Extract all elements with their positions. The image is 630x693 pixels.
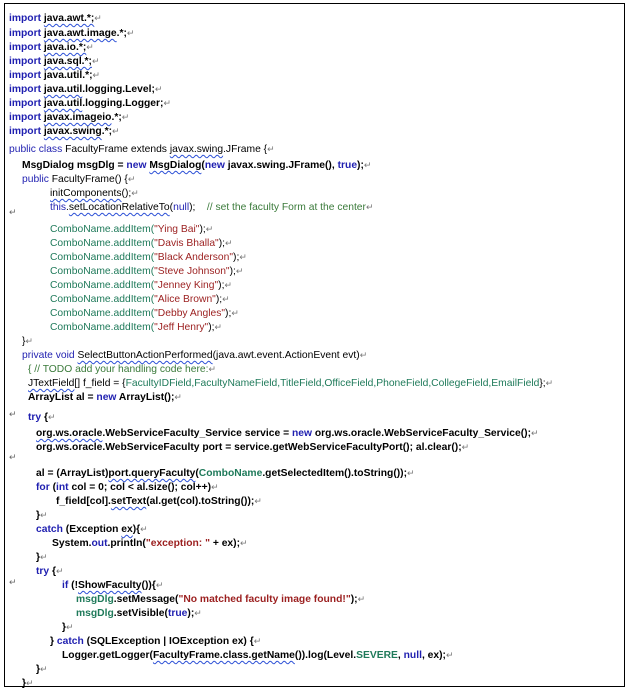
- paragraph-mark: ↵: [214, 322, 223, 332]
- code-token: );: [218, 238, 225, 249]
- paragraph-mark: ↵: [357, 594, 366, 604]
- code-token: msgDlg: [76, 594, 114, 605]
- code-token: java.awt.image: [43, 28, 117, 39]
- code-line: [9, 110, 129, 125]
- paragraph-mark: ↵: [222, 294, 230, 304]
- code-line: [50, 634, 261, 649]
- code-token: msgDlg: [76, 608, 114, 619]
- code-line: [36, 426, 539, 441]
- code-token: import: [9, 56, 44, 67]
- code-token: (: [169, 202, 174, 213]
- code-line: [9, 96, 171, 111]
- code-token: java.util: [43, 98, 83, 109]
- paragraph-mark: ↵: [363, 160, 372, 170]
- code-token: true: [337, 160, 358, 171]
- code-token: + ex);: [209, 538, 241, 549]
- code-token: "Steve Johnson": [154, 266, 230, 277]
- paragraph-mark: ↵: [9, 207, 17, 217]
- paragraph-mark: ↵: [545, 378, 554, 388]
- code-token: catch: [56, 636, 87, 647]
- code-token: "Davis Bhalla": [154, 238, 219, 249]
- code-token: MsgDialog: [149, 160, 202, 171]
- paragraph-mark: ↵: [154, 84, 163, 94]
- paragraph-mark: ↵: [208, 364, 217, 374]
- paragraph-mark: ↵: [225, 238, 233, 248]
- code-line: [50, 250, 247, 265]
- code-token: {: [44, 412, 49, 423]
- code-token: ShowFaculty: [78, 580, 142, 591]
- code-line: [36, 466, 415, 481]
- code-token: java.util: [43, 84, 83, 95]
- code-token: import: [9, 13, 44, 24]
- code-line: [50, 278, 232, 293]
- paragraph-mark: ↵: [91, 56, 100, 66]
- code-line: [62, 648, 454, 663]
- paragraph-mark: ↵: [131, 188, 139, 198]
- code-token: System.: [52, 538, 92, 549]
- paragraph-mark: ↵: [94, 13, 102, 23]
- paragraph-mark: ↵: [231, 308, 239, 318]
- code-line: [22, 334, 33, 349]
- code-token: try: [36, 566, 53, 577]
- code-token: null: [403, 650, 422, 661]
- code-token: ){: [132, 524, 141, 535]
- code-token: (al.get(col).toString());: [146, 496, 255, 507]
- code-token: new: [96, 392, 119, 403]
- code-token: java.sql.*;: [43, 56, 92, 67]
- code-token: (Exception: [65, 524, 122, 535]
- code-token: "No matched faculty image found!": [178, 594, 351, 605]
- code-token: }: [36, 552, 41, 563]
- paragraph-mark: ↵: [211, 482, 219, 492]
- code-token: (java.awt.event.ActionEvent evt): [212, 350, 360, 361]
- paragraph-mark: ↵: [40, 664, 48, 674]
- paragraph-mark: ↵: [48, 412, 56, 422]
- code-token: ComboName.addItem(: [50, 252, 155, 263]
- code-token: new: [126, 160, 150, 171]
- code-line: [22, 676, 34, 691]
- code-line: [50, 292, 230, 307]
- code-token: );: [215, 294, 223, 305]
- paragraph-mark: ↵: [40, 510, 48, 520]
- code-token: new: [204, 160, 228, 171]
- code-token: org.ws.oracle.WebServiceFaculty port = service.getWebServiceFacultyPort(); al.clear();: [36, 442, 462, 453]
- code-token: "Alice Brown": [154, 294, 216, 305]
- code-token: initComponents: [50, 188, 122, 199]
- code-token: }: [22, 336, 26, 347]
- code-token: .getSelectedItem().toString());: [262, 468, 408, 479]
- code-token: (: [52, 482, 57, 493]
- code-token: .: [66, 202, 69, 213]
- code-token: port.queryFaculty: [108, 468, 196, 479]
- code-token: .WebServiceFaculty_Service service =: [102, 428, 292, 439]
- code-line: [9, 40, 94, 55]
- paragraph-mark: ↵: [235, 266, 244, 276]
- code-token: javax.swing: [169, 144, 224, 155]
- code-token: ,: [397, 650, 404, 661]
- code-token: );: [225, 308, 232, 319]
- code-token: "Ying Bai": [154, 224, 200, 235]
- paragraph-mark: ↵: [9, 409, 17, 419]
- code-token: ComboName.addItem(: [50, 308, 155, 319]
- code-token: (: [195, 468, 199, 479]
- paragraph-mark: ↵: [407, 468, 415, 478]
- code-token: .println(: [107, 538, 146, 549]
- code-line: [28, 362, 216, 377]
- paragraph-mark: ↵: [194, 608, 202, 618]
- code-line: [9, 142, 275, 157]
- code-line: [9, 26, 134, 41]
- code-line: [56, 494, 262, 509]
- code-token: );: [233, 252, 240, 263]
- code-line: [28, 390, 182, 405]
- code-token: al = (ArrayList): [36, 468, 109, 479]
- code-token: ();: [121, 188, 132, 199]
- code-token: );: [357, 160, 364, 171]
- code-token: );: [187, 608, 195, 619]
- code-token: catch: [36, 524, 66, 535]
- paragraph-mark: ↵: [174, 392, 182, 402]
- code-token: ComboName.addItem(: [50, 224, 155, 235]
- code-line: [22, 348, 367, 363]
- paragraph-mark: ↵: [92, 70, 101, 80]
- code-line: [28, 376, 553, 391]
- code-token: ComboName.addItem(: [50, 238, 155, 249]
- code-line: [50, 236, 233, 251]
- code-line: [36, 508, 48, 523]
- code-token: import: [9, 126, 44, 137]
- code-token: setLocationRelativeTo: [68, 202, 170, 213]
- code-token: .setMessage(: [113, 594, 179, 605]
- code-token: ()).log(Level.: [294, 650, 357, 661]
- code-token: , ex);: [421, 650, 446, 661]
- code-token: SEVERE: [356, 650, 398, 661]
- code-token: ArrayList al =: [28, 392, 97, 403]
- code-line: [50, 306, 239, 321]
- code-token: import: [9, 98, 44, 109]
- paragraph-mark: ↵: [56, 566, 64, 576]
- code-token: SelectButtonActionPerformed: [77, 350, 213, 361]
- code-token: "exception: ": [145, 538, 210, 549]
- code-token: org.ws.oracle.WebServiceFaculty_Service();: [314, 428, 531, 439]
- code-line: [22, 158, 371, 173]
- code-line: [50, 186, 139, 201]
- code-token: // set the faculty Form at the center: [206, 202, 366, 213]
- code-line: [36, 550, 48, 565]
- code-token: public class: [9, 144, 66, 155]
- code-line: [36, 440, 469, 455]
- paragraph-mark: ↵: [9, 452, 17, 462]
- code-token: if: [62, 580, 72, 591]
- code-line: [76, 606, 202, 621]
- code-token: null: [173, 202, 190, 213]
- paragraph-mark: ↵: [127, 174, 136, 184]
- paragraph-mark: ↵: [461, 442, 470, 452]
- code-line: [36, 564, 64, 579]
- code-line: [22, 172, 135, 187]
- paragraph-mark: ↵: [224, 280, 232, 290]
- paragraph-mark: ↵: [121, 112, 130, 122]
- code-token: ComboName.addItem(: [50, 322, 155, 333]
- code-line: [62, 578, 163, 593]
- code-token: Logger.getLogger(: [62, 650, 153, 661]
- code-line: [50, 200, 374, 215]
- code-token: .JFrame {: [223, 144, 268, 155]
- code-token: int: [56, 482, 72, 493]
- paragraph-mark: ↵: [66, 622, 74, 632]
- code-token: FacultyFrame.class.getName: [152, 650, 295, 661]
- code-line: [76, 592, 365, 607]
- paragraph-mark: ↵: [25, 336, 33, 346]
- code-line: [9, 54, 100, 69]
- paragraph-mark: ↵: [9, 577, 17, 587]
- code-token: .*;: [101, 126, 113, 137]
- code-line: [50, 264, 243, 279]
- code-token: "Black Anderson": [154, 252, 234, 263]
- code-token: };: [539, 378, 546, 389]
- code-token: out: [91, 538, 108, 549]
- paragraph-mark: ↵: [531, 428, 539, 438]
- code-line: [50, 222, 213, 237]
- code-token: );: [208, 322, 215, 333]
- code-token: public: [22, 174, 52, 185]
- code-token: FacultyFrame() {: [51, 174, 128, 185]
- paragraph-mark: ↵: [253, 636, 262, 646]
- code-line: [50, 320, 222, 335]
- code-token: .*;: [116, 28, 127, 39]
- paragraph-mark: ↵: [26, 678, 34, 688]
- code-token: "Debby Angles": [154, 308, 226, 319]
- paragraph-mark: ↵: [126, 28, 135, 38]
- code-line: [9, 124, 120, 139]
- code-token: .logging.Logger;: [82, 98, 164, 109]
- code-token: this: [50, 202, 67, 213]
- code-token: }: [36, 510, 41, 521]
- code-line: [36, 480, 219, 495]
- paragraph-mark: ↵: [163, 98, 172, 108]
- code-token: .*;: [111, 112, 122, 123]
- paragraph-mark: ↵: [239, 252, 247, 262]
- code-token: col = 0; col < al.size(); col++): [71, 482, 212, 493]
- code-token: javax.swing: [43, 126, 102, 137]
- code-token: FacultyFrame extends: [65, 144, 170, 155]
- code-line: [9, 11, 102, 26]
- code-token: .setVisible(: [113, 608, 168, 619]
- code-token: new: [291, 428, 315, 439]
- code-token: import: [9, 112, 44, 123]
- code-token: true: [167, 608, 188, 619]
- code-token: }: [36, 664, 41, 675]
- code-token: (: [201, 160, 205, 171]
- code-token: );: [218, 280, 225, 291]
- code-token: );: [350, 594, 358, 605]
- code-token: ComboName.addItem(: [50, 294, 155, 305]
- code-token: "Jenney King": [154, 280, 219, 291]
- code-token: );: [199, 224, 206, 235]
- paragraph-mark: ↵: [267, 144, 275, 154]
- code-token: setText: [110, 496, 147, 507]
- code-token: try: [28, 412, 45, 423]
- code-token: );: [189, 202, 207, 213]
- paragraph-mark: ↵: [365, 202, 374, 212]
- code-token: JTextField: [28, 378, 75, 389]
- code-line: [36, 522, 148, 537]
- paragraph-mark: ↵: [112, 126, 120, 136]
- code-token: ComboName: [198, 468, 263, 479]
- paragraph-mark: ↵: [140, 524, 148, 534]
- code-token: ex: [121, 524, 133, 535]
- code-token: javax.imageio: [43, 112, 112, 123]
- code-token: org.ws.oracle: [36, 428, 103, 439]
- code-token: import: [9, 84, 44, 95]
- code-token: private void: [22, 350, 78, 361]
- paragraph-mark: ↵: [240, 538, 248, 548]
- code-line: [62, 620, 74, 635]
- code-token: { // TODO add your handling code here:: [28, 364, 209, 375]
- paragraph-mark: ↵: [205, 224, 214, 234]
- code-token: import: [9, 42, 44, 53]
- code-token: ()){: [141, 580, 156, 591]
- code-token: javax.swing.JFrame(),: [227, 160, 338, 171]
- code-token: java.io.*;: [43, 42, 87, 53]
- code-token: (SQLException | IOException ex) {: [86, 636, 254, 647]
- code-token: }: [62, 622, 67, 633]
- paragraph-mark: ↵: [155, 580, 164, 590]
- code-line: [36, 662, 48, 677]
- code-token: import: [9, 70, 44, 81]
- code-token: }: [22, 678, 27, 689]
- code-token: FacultyIDField,FacultyNameField,TitleField,OfficeField,PhoneField,CollegeField,EmailField: [125, 378, 540, 389]
- code-token: f_field[col].: [56, 496, 111, 507]
- code-token: java.util.*;: [43, 70, 93, 81]
- code-token: import: [9, 28, 44, 39]
- paragraph-mark: ↵: [445, 650, 454, 660]
- paragraph-mark: ↵: [359, 350, 368, 360]
- paragraph-mark: ↵: [86, 42, 94, 52]
- paragraph-mark: ↵: [40, 552, 48, 562]
- code-token: {: [52, 566, 57, 577]
- code-token: ComboName.addItem(: [50, 266, 155, 277]
- code-line: [9, 82, 162, 97]
- paragraph-mark: ↵: [254, 496, 262, 506]
- code-token: .logging.Level;: [82, 84, 155, 95]
- code-line: [9, 68, 100, 83]
- code-token: [] f_field = {: [74, 378, 126, 389]
- code-token: ComboName.addItem(: [50, 280, 155, 291]
- code-token: "Jeff Henry": [154, 322, 209, 333]
- code-token: (!: [71, 580, 79, 591]
- code-token: MsgDialog msgDlg =: [22, 160, 127, 171]
- code-line: [28, 410, 56, 425]
- code-token: ArrayList();: [118, 392, 175, 403]
- code-token: java.awt.*;: [43, 13, 95, 24]
- code-token: for: [36, 482, 53, 493]
- code-line: [52, 536, 248, 551]
- code-token: );: [229, 266, 236, 277]
- code-token: }: [50, 636, 57, 647]
